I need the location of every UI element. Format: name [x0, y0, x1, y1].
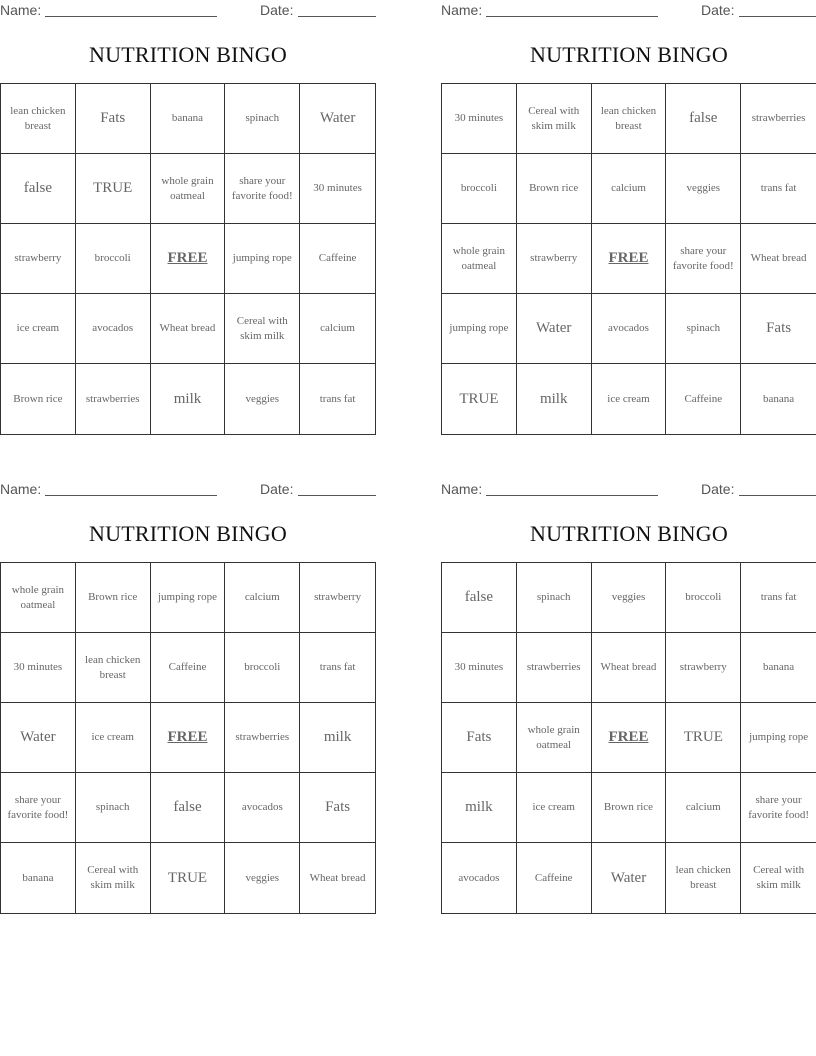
bingo-cell: spinach — [76, 773, 151, 843]
bingo-cell: milk — [151, 364, 226, 434]
date-blank-line — [739, 495, 816, 496]
free-space-cell: FREE — [151, 703, 226, 773]
name-blank-line — [45, 16, 217, 17]
bingo-cell: ice cream — [76, 703, 151, 773]
free-space-cell: FREE — [592, 224, 667, 294]
bingo-cell: broccoli — [76, 224, 151, 294]
name-date-row — [0, 479, 376, 501]
bingo-cell: veggies — [592, 563, 667, 633]
date-label: Date: — [260, 2, 294, 18]
bingo-cell: spinach — [517, 563, 592, 633]
bingo-cell: strawberries — [517, 633, 592, 703]
bingo-cell: trans fat — [300, 633, 375, 703]
bingo-cell: Fats — [300, 773, 375, 843]
bingo-cell: lean chicken breast — [76, 633, 151, 703]
name-label: Name: — [0, 2, 42, 18]
bingo-cell: Fats — [76, 84, 151, 154]
bingo-cell: 30 minutes — [1, 633, 76, 703]
bingo-cell: ice cream — [1, 294, 76, 364]
bingo-cell: 30 minutes — [442, 84, 517, 154]
bingo-cell: share your favorite food! — [225, 154, 300, 224]
name-blank-line — [486, 16, 658, 17]
bingo-cell: whole grain oatmeal — [1, 563, 76, 633]
bingo-cell: false — [666, 84, 741, 154]
bingo-cell: Caffeine — [517, 843, 592, 913]
bingo-cell: lean chicken breast — [592, 84, 667, 154]
free-space-cell: FREE — [592, 703, 667, 773]
name-blank-line — [486, 495, 658, 496]
bingo-cell: Wheat bread — [592, 633, 667, 703]
bingo-cell: ice cream — [517, 773, 592, 843]
bingo-cell: Fats — [442, 703, 517, 773]
bingo-cell: Brown rice — [592, 773, 667, 843]
bingo-cell: Fats — [741, 294, 816, 364]
bingo-cell: milk — [517, 364, 592, 434]
bingo-cell: false — [1, 154, 76, 224]
card-title: NUTRITION BINGO — [530, 42, 728, 67]
bingo-cell: avocados — [592, 294, 667, 364]
bingo-cell: Cereal with skim milk — [753, 864, 805, 891]
bingo-cell: 30 minutes — [442, 633, 517, 703]
date-label: Date: — [260, 481, 294, 497]
bingo-cell: lean chicken breast — [1, 84, 76, 154]
bingo-cell: whole grain oatmeal — [442, 224, 517, 294]
bingo-grid — [441, 562, 816, 914]
bingo-cell: jumping rope — [151, 563, 226, 633]
bingo-cell: Cereal with skim milk — [76, 843, 151, 913]
bingo-cell: banana — [151, 84, 226, 154]
bingo-cell: avocados — [76, 294, 151, 364]
bingo-cell: Water — [1, 703, 76, 773]
bingo-cell: Wheat bread — [309, 871, 366, 884]
bingo-cell: calcium — [225, 563, 300, 633]
bingo-cell: broccoli — [442, 154, 517, 224]
bingo-cell: Brown rice — [1, 364, 76, 434]
bingo-cell: strawberries — [741, 84, 816, 154]
bingo-cell: Wheat bread — [151, 294, 226, 364]
date-blank-line — [739, 16, 816, 17]
bingo-cell: whole grain oatmeal — [517, 703, 592, 773]
bingo-cell: jumping rope — [442, 294, 517, 364]
bingo-grid — [0, 83, 376, 435]
name-label: Name: — [0, 481, 42, 497]
bingo-cell: Cereal with skim milk — [517, 84, 592, 154]
bingo-cell: strawberries — [76, 364, 151, 434]
bingo-cell: strawberry — [517, 224, 592, 294]
date-label: Date: — [701, 2, 735, 18]
bingo-cell: 30 minutes — [300, 154, 375, 224]
date-blank-line — [298, 495, 376, 496]
bingo-cell: banana — [1, 843, 76, 913]
bingo-cell: veggies — [225, 843, 300, 913]
bingo-cell: spinach — [666, 294, 741, 364]
bingo-cell: milk — [300, 703, 375, 773]
bingo-cell: share your favorite food! — [1, 773, 76, 843]
bingo-cell: TRUE — [666, 703, 741, 773]
bingo-cell: milk — [442, 773, 517, 843]
bingo-cell: strawberry — [1, 224, 76, 294]
name-date-row — [0, 0, 376, 22]
bingo-cell: strawberries — [225, 703, 300, 773]
bingo-cell: Water — [300, 84, 375, 154]
bingo-cell: Caffeine — [300, 224, 375, 294]
bingo-cell: strawberry — [300, 563, 375, 633]
bingo-cell: ice cream — [592, 364, 667, 434]
bingo-cell: TRUE — [442, 364, 517, 434]
name-date-row — [441, 479, 816, 501]
card-title: NUTRITION BINGO — [89, 42, 287, 67]
bingo-cell: Water — [517, 294, 592, 364]
bingo-cell: veggies — [666, 154, 741, 224]
bingo-cell: avocados — [442, 843, 517, 913]
bingo-cell: banana — [741, 633, 816, 703]
bingo-cell: share your favorite food! — [741, 773, 816, 843]
bingo-cell: TRUE — [76, 154, 151, 224]
bingo-cell: false — [151, 773, 226, 843]
bingo-cell: veggies — [225, 364, 300, 434]
bingo-cell: Water — [592, 843, 667, 913]
bingo-cell: jumping rope — [741, 703, 816, 773]
bingo-cell: avocados — [225, 773, 300, 843]
bingo-cell: whole grain oatmeal — [151, 154, 226, 224]
bingo-cell: broccoli — [666, 563, 741, 633]
name-date-row — [441, 0, 816, 22]
bingo-cell: Wheat bread — [741, 224, 816, 294]
bingo-cell: trans fat — [741, 563, 816, 633]
bingo-grid — [441, 83, 816, 435]
bingo-cell: calcium — [300, 294, 375, 364]
bingo-cell: TRUE — [151, 843, 226, 913]
bingo-cell: banana — [763, 392, 795, 405]
bingo-cell: Caffeine — [666, 364, 741, 434]
bingo-cell: lean chicken breast — [666, 843, 741, 913]
date-label: Date: — [701, 481, 735, 497]
bingo-cell: share your favorite food! — [666, 224, 741, 294]
bingo-cell: jumping rope — [225, 224, 300, 294]
bingo-cell: broccoli — [225, 633, 300, 703]
bingo-cell: trans fat — [319, 392, 356, 405]
bingo-cell: calcium — [666, 773, 741, 843]
bingo-grid — [0, 562, 376, 914]
card-title: NUTRITION BINGO — [530, 521, 728, 546]
bingo-cell: false — [442, 563, 517, 633]
bingo-cell: Caffeine — [151, 633, 226, 703]
date-blank-line — [298, 16, 376, 17]
bingo-cell: strawberry — [666, 633, 741, 703]
bingo-cell: Cereal with skim milk — [225, 294, 300, 364]
bingo-cell: Brown rice — [517, 154, 592, 224]
free-space-cell: FREE — [151, 224, 226, 294]
bingo-cell: Brown rice — [76, 563, 151, 633]
bingo-cell: trans fat — [741, 154, 816, 224]
bingo-cell: calcium — [592, 154, 667, 224]
name-label: Name: — [441, 2, 483, 18]
bingo-cell: spinach — [225, 84, 300, 154]
card-title: NUTRITION BINGO — [89, 521, 287, 546]
name-label: Name: — [441, 481, 483, 497]
name-blank-line — [45, 495, 217, 496]
